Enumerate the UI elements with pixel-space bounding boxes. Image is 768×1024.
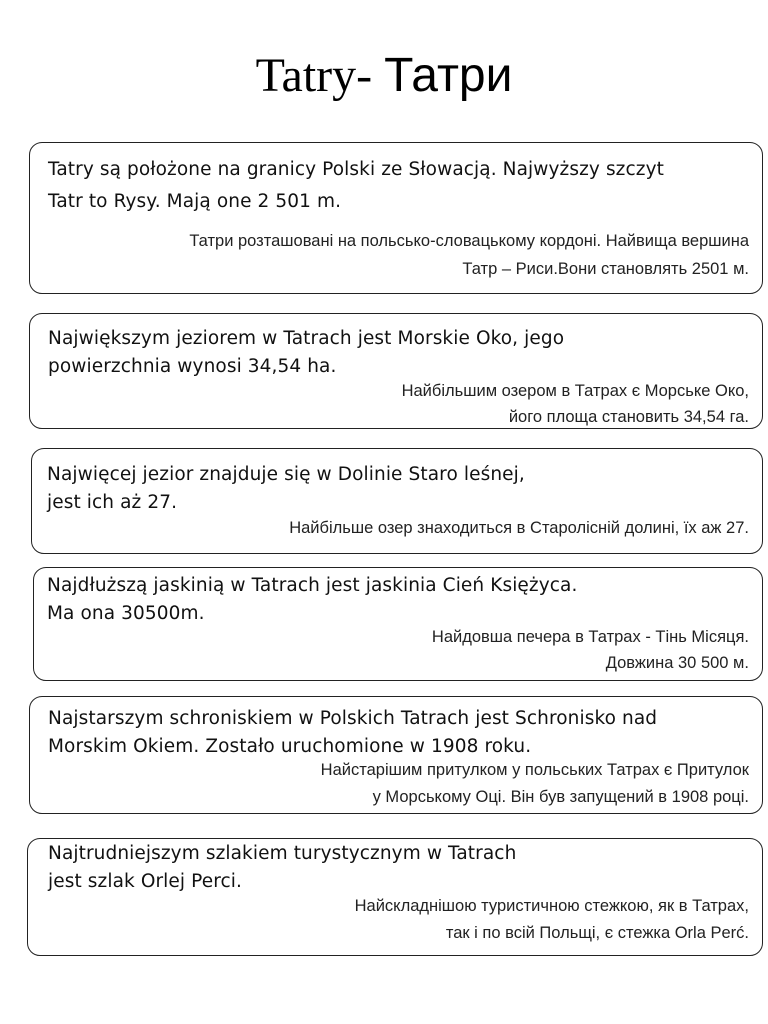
fact-5-polish-line-2: Morskim Okiem. Zostało uruchomione w 1908 roku. (48, 736, 532, 757)
fact-4-polish (47, 572, 577, 628)
fact-1-polish (48, 154, 664, 218)
fact-6-ukrainian (355, 893, 749, 947)
fact-6-polish (48, 840, 516, 896)
fact-card-2 (29, 313, 763, 429)
fact-4-ukrainian-line-1: Найдовша печера в Татрах - Тінь Місяця. (431, 628, 749, 646)
page-title (0, 48, 768, 104)
fact-3-ukrainian-line-1: Найбільше озер знаходиться в Старолісній долині, їх аж 27. (289, 519, 749, 537)
fact-6-ukrainian-line-2: так і по всій Польщі, є стежка Orla Perć. (445, 924, 749, 942)
title-polish: Tatry- (255, 49, 373, 102)
fact-2-ukrainian-line-1: Найбільшим озером в Татрах є Морське Око, (401, 382, 749, 400)
fact-card-6 (27, 838, 763, 956)
fact-2-polish-line-2: powierzchnia wynosi 34,54 ha. (48, 356, 337, 377)
fact-1-polish-line-1: Tatry są położone na granicy Polski ze Słowacją. Najwyższy szczyt (48, 159, 664, 180)
fact-6-polish-line-2: jest szlak Orlej Perci. (48, 871, 242, 892)
fact-card-3 (31, 448, 763, 554)
fact-3-polish-line-1: Najwięcej jezior znajduje się w Dolinie Staro leśnej, (47, 464, 525, 485)
fact-1-ukrainian (189, 227, 749, 283)
fact-3-polish-line-2: jest ich aż 27. (47, 492, 178, 513)
fact-5-ukrainian (321, 757, 749, 811)
fact-5-polish (48, 705, 657, 761)
fact-card-5 (29, 696, 763, 814)
fact-5-ukrainian-line-2: у Морському Оці. Він був запущений в 1908 році. (372, 788, 749, 806)
fact-2-ukrainian (402, 378, 749, 430)
fact-5-polish-line-1: Najstarszym schroniskiem w Polskich Tatrach jest Schronisko nad (48, 708, 658, 729)
fact-1-polish-line-2: Tatr to Rysy. Mają one 2 501 m. (48, 191, 342, 212)
fact-4-ukrainian (432, 624, 749, 676)
fact-4-ukrainian-line-2: Довжина 30 500 м. (605, 654, 749, 672)
fact-3-ukrainian (289, 515, 749, 542)
fact-6-ukrainian-line-1: Найскладнішою туристичною стежкою, як в Татрах, (354, 897, 749, 915)
fact-2-polish (48, 325, 564, 381)
fact-1-ukrainian-line-1: Татри розташовані на польсько-словацькому кордоні. Найвища вершина (189, 232, 749, 250)
fact-1-ukrainian-line-2: Татр – Риси.Вони становлять 2501 м. (462, 260, 749, 278)
fact-6-polish-line-1: Najtrudniejszym szlakiem turystycznym w Tatrach (48, 843, 517, 864)
fact-2-polish-line-1: Największym jeziorem w Tatrach jest Morskie Oko, jego (48, 328, 565, 349)
fact-3-polish (47, 461, 525, 517)
fact-4-polish-line-2: Ma ona 30500m. (47, 603, 205, 624)
fact-2-ukrainian-line-2: його площа становить 34,54 га. (508, 408, 749, 426)
fact-card-4 (33, 567, 763, 681)
fact-card-1 (29, 142, 763, 294)
title-ukrainian: Татри (384, 49, 513, 102)
fact-5-ukrainian-line-1: Найстарішим притулком у польських Татрах є Притулок (320, 761, 749, 779)
fact-4-polish-line-1: Najdłuższą jaskinią w Tatrach jest jaskinia Cień Księżyca. (47, 575, 578, 596)
